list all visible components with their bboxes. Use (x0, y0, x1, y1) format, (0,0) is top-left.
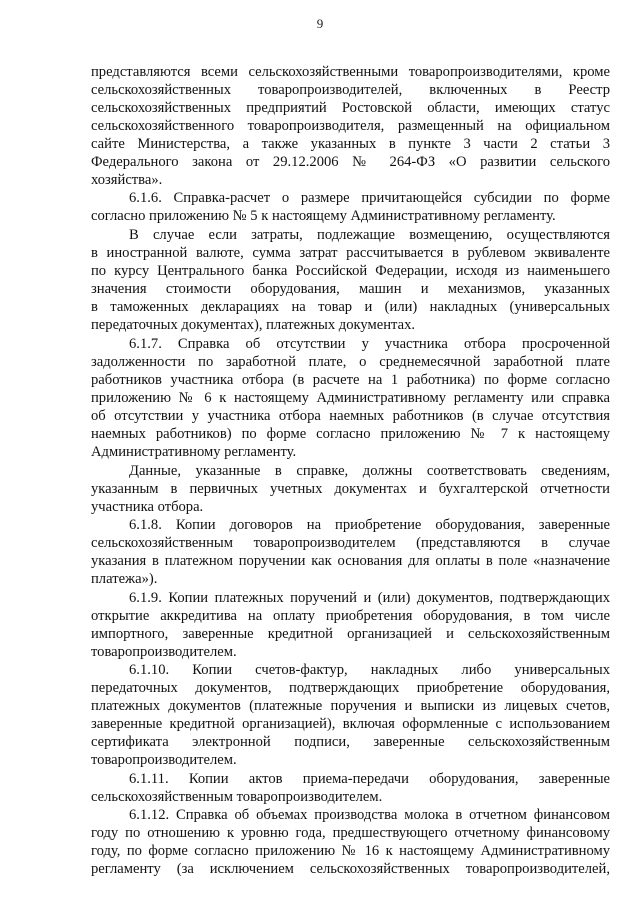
text-line: товаропроизводителем. (91, 644, 237, 660)
text-line: наемных работников) по форме согласно приложению № 7 к настоящему (91, 426, 610, 442)
text-line: значения стоимости оборудования, машин и механизмов, указанных (91, 281, 610, 297)
paragraph-heading: 6.1.7. Справка об отсутствии у участника отбора просроченной (129, 336, 610, 352)
paragraph-heading: 6.1.11. Копии актов приема-передачи оборудования, заверенные (129, 771, 610, 787)
text-line: работников участника отбора (в расчете на 1 работника) по форме согласно (91, 372, 610, 388)
text-line: Федерального закона от 29.12.2006 № 264-ФЗ «О развитии сельского (91, 154, 610, 170)
text-line: в иностранной валюте, сумма затрат рассчитывается в рублевом эквиваленте (91, 245, 610, 261)
text-line: об отсутствии у участника отбора наемных работников (в случае отсутствия (91, 408, 610, 424)
text-line: представляются всеми сельскохозяйственными товаропроизводителями, кроме (91, 64, 610, 80)
text-line: сельскохозяйственных товаропроизводителей, включенных в Реестр (91, 82, 610, 98)
text-line: сельскохозяйственным товаропроизводителем. (91, 789, 383, 805)
text-line: импортного, заверенные кредитной организацией и сельскохозяйственным (91, 626, 610, 642)
text-line: приложению № 6 к настоящему Административному регламенту или справка (91, 390, 610, 406)
text-line: В случае если затраты, подлежащие возмещению, осуществляются (129, 227, 610, 243)
text-line: согласно приложению № 5 к настоящему Административному регламенту. (91, 208, 556, 224)
text-line: сельскохозяйственного товаропроизводителя, размещенный на официальном (91, 118, 610, 134)
paragraph-heading: 6.1.10. Копии счетов-фактур, накладных либо универсальных (129, 662, 610, 678)
text-line: Административному регламенту. (91, 444, 297, 460)
paragraph-heading: 6.1.8. Копии договоров на приобретение оборудования, заверенные (129, 517, 610, 533)
text-line: товаропроизводителем. (91, 752, 237, 768)
text-line: Данные, указанные в справке, должны соответствовать сведениям, (129, 463, 610, 479)
text-line: сертификата электронной подписи, заверенные сельскохозяйственным (91, 734, 610, 750)
text-line: передаточных документов, подтверждающих приобретение оборудования, (91, 680, 610, 696)
text-line: задолженности по заработной плате, о среднемесячной заработной плате (91, 354, 610, 370)
text-line: участника отбора. (91, 499, 204, 515)
text-line: сельскохозяйственных предприятий Ростовской области, имеющих статус (91, 100, 610, 116)
paragraph-heading: 6.1.12. Справка об объемах производства молока в отчетном финансовом (129, 807, 610, 823)
page-number: 9 (316, 16, 324, 31)
text-line: в таможенных декларациях на товар и (или) накладных (универсальных (91, 299, 610, 315)
text-line: году по отношению к уровню года, предшествующего отчетному финансовому (91, 825, 610, 841)
text-line: указания в платежном поручении как основания для оплаты в поле «назначение (91, 553, 610, 569)
text-line: передаточных документах), платежных документах. (91, 317, 416, 333)
text-line: регламенту (за исключением сельскохозяйственных товаропроизводителей, (91, 861, 610, 877)
text-line: хозяйства». (91, 172, 163, 188)
text-line: по курсу Центрального банка Российской Федерации, исходя из наименьшего (91, 263, 610, 279)
text-line: году, по форме согласно приложению № 16 к настоящему Административному (91, 843, 610, 859)
text-line: заверенные кредитной организацией), включая оформленные с использованием (91, 716, 610, 732)
paragraph-heading: 6.1.9. Копии платежных поручений и (или) документов, подтверждающих (129, 590, 610, 606)
text-line: открытие аккредитива на оплату приобретения оборудования, в том числе (91, 608, 610, 624)
text-line: указанным в первичных учетных документах и бухгалтерской отчетности (91, 481, 610, 497)
text-line: сайте Министерства, а также указанных в пункте 3 части 2 статьи 3 (91, 136, 610, 152)
text-line: сельскохозяйственным товаропроизводителем (представляются в случае (91, 535, 610, 551)
paragraph-heading: 6.1.6. Справка-расчет о размере причитающейся субсидии по форме (129, 190, 610, 206)
text-line: платежа»). (91, 571, 158, 587)
text-line: платежных документов (платежные поручения и выписки из лицевых счетов, (91, 698, 610, 714)
